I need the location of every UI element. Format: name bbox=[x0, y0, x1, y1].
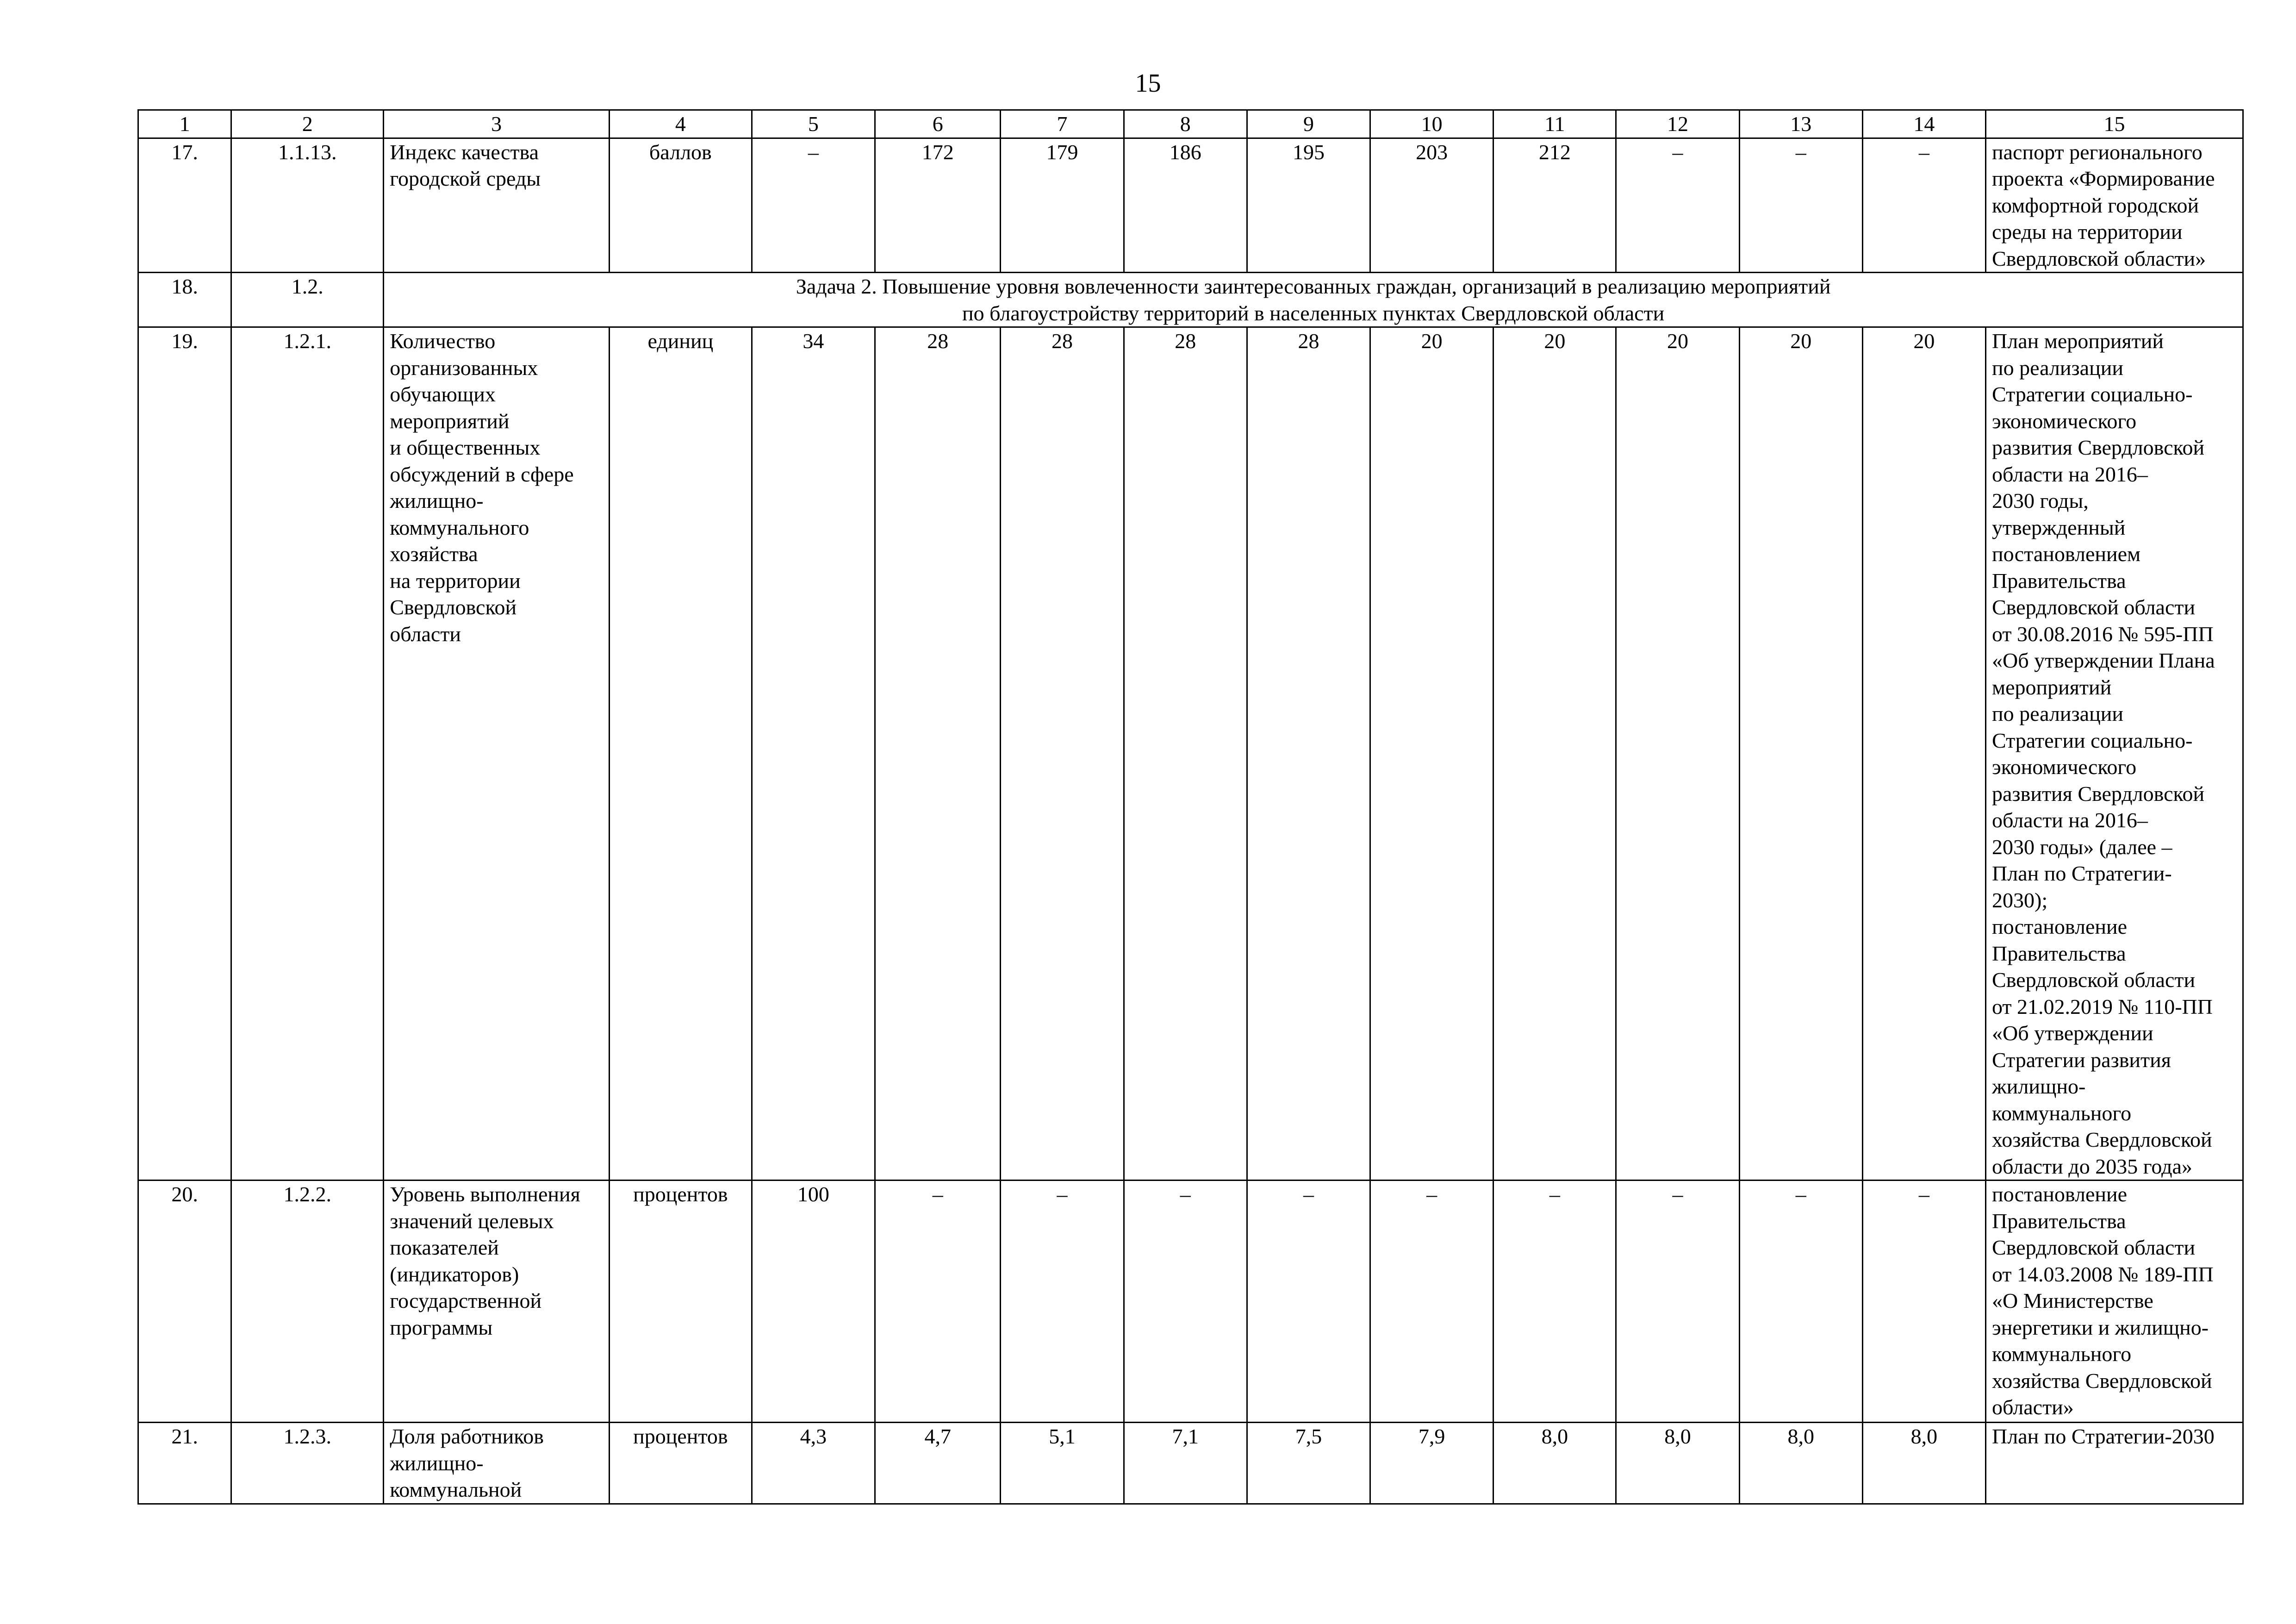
table-row bbox=[138, 1423, 2243, 1504]
value-cell: 7,5 bbox=[1247, 1423, 1370, 1504]
value-cell: 20 bbox=[1370, 327, 1493, 1181]
header-cell: 9 bbox=[1247, 110, 1370, 138]
header-cell: 4 bbox=[609, 110, 752, 138]
value-cell: 20 bbox=[1493, 327, 1616, 1181]
header-cell: 13 bbox=[1739, 110, 1862, 138]
header-cell: 3 bbox=[384, 110, 610, 138]
unit-cell: процентов bbox=[609, 1181, 752, 1423]
unit-cell: баллов bbox=[609, 138, 752, 273]
value-cell: 5,1 bbox=[1001, 1423, 1124, 1504]
indicators-table bbox=[137, 109, 2244, 1505]
source-document: План мероприятий по реализации Стратегии социально- экономического развития Свердловской области на 2016– 2030 годы, утвержденный постановлением Правительства Свердловской области от 30.08.2016 № 595-ПП «Об утверждении Плана мероприятий по реализации Стратегии социально- экономического развития Свердловской области на 2016– 2030 годы» (далее – План по Стратегии- 2030); постановление Правительства Свердловской области от 21.02.2019 № 110-ПП «Об утверждении Стратегии развития жилищно- коммунального хозяйства Свердловской области до 2035 года» bbox=[1986, 327, 2243, 1181]
value-cell: – bbox=[1739, 1181, 1862, 1423]
row-number: 21. bbox=[138, 1423, 231, 1504]
row-number: 18. bbox=[138, 273, 231, 327]
header-cell: 7 bbox=[1001, 110, 1124, 138]
indicator-code: 1.1.13. bbox=[231, 138, 384, 273]
table-row bbox=[138, 327, 2243, 1181]
value-cell: 8,0 bbox=[1862, 1423, 1985, 1504]
value-cell: 8,0 bbox=[1493, 1423, 1616, 1504]
value-cell: – bbox=[1739, 138, 1862, 273]
source-document: постановление Правительства Свердловской области от 14.03.2008 № 189-ПП «О Министерстве энергетики и жилищно- коммунального хозяйства Свердловской области» bbox=[1986, 1181, 2243, 1423]
header-cell: 8 bbox=[1124, 110, 1247, 138]
table-row bbox=[138, 1181, 2243, 1423]
header-cell: 10 bbox=[1370, 110, 1493, 138]
table-row bbox=[138, 273, 2243, 327]
source-document: План по Стратегии-2030 bbox=[1986, 1423, 2243, 1504]
header-cell: 5 bbox=[752, 110, 875, 138]
indicator-name: Уровень выполнения значений целевых показателей (индикаторов) государственной программы bbox=[384, 1181, 610, 1423]
source-document: паспорт регионального проекта «Формирование комфортной городской среды на территории Свердловской области» bbox=[1986, 138, 2243, 273]
header-cell: 11 bbox=[1493, 110, 1616, 138]
header-cell: 1 bbox=[138, 110, 231, 138]
indicator-name: Индекс качества городской среды bbox=[384, 138, 610, 273]
value-cell: 4,7 bbox=[875, 1423, 1001, 1504]
value-cell: 195 bbox=[1247, 138, 1370, 273]
unit-cell: процентов bbox=[609, 1423, 752, 1504]
value-cell: 20 bbox=[1739, 327, 1862, 1181]
value-cell: 100 bbox=[752, 1181, 875, 1423]
value-cell: 8,0 bbox=[1739, 1423, 1862, 1504]
value-cell: – bbox=[1862, 1181, 1985, 1423]
indicator-code: 1.2.1. bbox=[231, 327, 384, 1181]
row-number: 17. bbox=[138, 138, 231, 273]
value-cell: – bbox=[875, 1181, 1001, 1423]
value-cell: 212 bbox=[1493, 138, 1616, 273]
value-cell: – bbox=[1247, 1181, 1370, 1423]
unit-cell: единиц bbox=[609, 327, 752, 1181]
value-cell: – bbox=[752, 138, 875, 273]
indicator-code: 1.2.2. bbox=[231, 1181, 384, 1423]
header-cell: 6 bbox=[875, 110, 1001, 138]
value-cell: 186 bbox=[1124, 138, 1247, 273]
value-cell: – bbox=[1616, 1181, 1739, 1423]
table-row bbox=[138, 138, 2243, 273]
row-number: 20. bbox=[138, 1181, 231, 1423]
row-number: 19. bbox=[138, 327, 231, 1181]
indicator-name: Количество организованных обучающих мероприятий и общественных обсуждений в сфере жилищно- коммунального хозяйства на территории Свердловской области bbox=[384, 327, 610, 1181]
value-cell: – bbox=[1001, 1181, 1124, 1423]
value-cell: 4,3 bbox=[752, 1423, 875, 1504]
value-cell: 172 bbox=[875, 138, 1001, 273]
page-number: 15 bbox=[1135, 69, 1161, 98]
value-cell: 20 bbox=[1616, 327, 1739, 1181]
task-heading: Задача 2. Повышение уровня вовлеченности заинтересованных граждан, организаций в реализацию мероприятий по благоустройству территорий в населенных пунктах Свердловской области bbox=[384, 273, 2243, 327]
value-cell: 28 bbox=[1001, 327, 1124, 1181]
value-cell: 28 bbox=[1124, 327, 1247, 1181]
header-cell: 12 bbox=[1616, 110, 1739, 138]
value-cell: 7,9 bbox=[1370, 1423, 1493, 1504]
header-cell: 2 bbox=[231, 110, 384, 138]
value-cell: – bbox=[1493, 1181, 1616, 1423]
value-cell: 8,0 bbox=[1616, 1423, 1739, 1504]
indicator-code: 1.2. bbox=[231, 273, 384, 327]
value-cell: – bbox=[1862, 138, 1985, 273]
header-cell: 14 bbox=[1862, 110, 1985, 138]
value-cell: – bbox=[1370, 1181, 1493, 1423]
indicator-name: Доля работников жилищно- коммунальной bbox=[384, 1423, 610, 1504]
value-cell: 28 bbox=[875, 327, 1001, 1181]
indicator-code: 1.2.3. bbox=[231, 1423, 384, 1504]
value-cell: 28 bbox=[1247, 327, 1370, 1181]
value-cell: 34 bbox=[752, 327, 875, 1181]
value-cell: 203 bbox=[1370, 138, 1493, 273]
value-cell: 20 bbox=[1862, 327, 1985, 1181]
header-cell: 15 bbox=[1986, 110, 2243, 138]
value-cell: 179 bbox=[1001, 138, 1124, 273]
value-cell: 7,1 bbox=[1124, 1423, 1247, 1504]
value-cell: – bbox=[1124, 1181, 1247, 1423]
value-cell: – bbox=[1616, 138, 1739, 273]
header-row bbox=[138, 110, 2243, 138]
